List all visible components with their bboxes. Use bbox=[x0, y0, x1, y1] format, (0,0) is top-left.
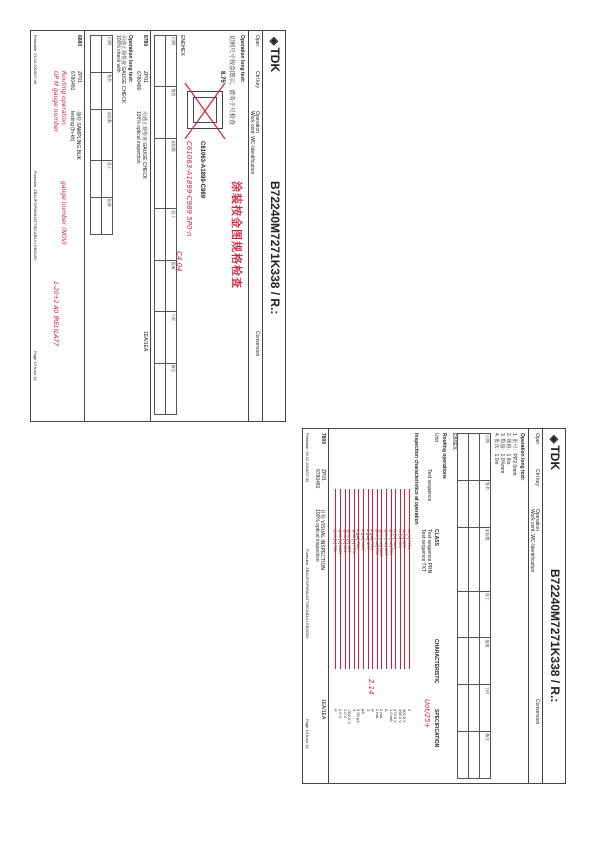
header-conversion: Conversion bbox=[534, 699, 540, 725]
lot-line-2: 2. 规格：1.6in bbox=[505, 433, 511, 465]
op-gauge-title: 用通止规检查 GAUGE CHECK bbox=[141, 111, 147, 180]
spec-row-value: 400.0 V bbox=[402, 709, 408, 723]
grid-label: 实际数 bbox=[102, 110, 113, 161]
page-header bbox=[262, 31, 285, 421]
op-name: 目检 VISUAL INSPECTION bbox=[319, 509, 325, 570]
header-operation: Operation bbox=[254, 111, 260, 133]
header-conversion: Conversion bbox=[254, 331, 260, 357]
grid-label: 工时 bbox=[480, 685, 491, 732]
page-13-content bbox=[31, 31, 285, 421]
header-ctrl-key: Ctrl.key bbox=[534, 469, 540, 486]
op-number: 6780 bbox=[142, 35, 148, 47]
op2-code: 6780481 bbox=[69, 71, 75, 91]
op-long-text: Operation long text: bbox=[127, 35, 133, 83]
lot-line-3: 3. 数量：1.0%mm bbox=[499, 433, 505, 474]
spec-row-value: 2.0 V bbox=[338, 709, 343, 719]
handwritten-note-3: gauge number (NOV) bbox=[60, 181, 67, 246]
printdate: Printdate: 26.10.2016/07:49 bbox=[305, 433, 310, 483]
red-strike-line bbox=[363, 489, 364, 669]
op-number: 7800 bbox=[320, 433, 326, 445]
tdk-logo: ◈TDK bbox=[548, 435, 562, 471]
grid-label: 工时 bbox=[166, 312, 177, 363]
grid-label: 备注 bbox=[166, 363, 177, 414]
op2-name: 抽检 SAMPLING BUK bbox=[75, 111, 81, 160]
spec-row-class: Ik [µA] TOL bbox=[356, 529, 362, 550]
document-title: B72240M7271K338 / R.: bbox=[268, 181, 282, 315]
op-pct: 100% optical inspection bbox=[135, 111, 141, 164]
handwritten-note-1: Routing operation bbox=[60, 71, 67, 125]
formular: Formular: ZBAUFGPMML/ATT/ECAB14 / EB3/100 bbox=[33, 171, 38, 261]
page-header bbox=[542, 429, 565, 783]
grid-label: 签名 bbox=[102, 73, 113, 110]
part-code: C61063-A1899-C989 bbox=[199, 141, 205, 199]
grid-label: 返工 bbox=[480, 591, 491, 638]
op-long-text-3: 100% check with bbox=[115, 35, 121, 73]
grid-label: 实际数 bbox=[480, 527, 491, 591]
op-zp: ZP01 bbox=[142, 71, 148, 83]
grid-label: 返工 bbox=[166, 209, 177, 260]
header-work-center: Work cent. WC-Identification bbox=[249, 111, 255, 175]
page-14-content bbox=[303, 429, 565, 783]
spec-row-value: 5.00 µA bbox=[356, 709, 362, 723]
grid-label: 实际数 bbox=[166, 138, 177, 208]
spec-row-class: @Uk [V] MAX bbox=[338, 529, 343, 554]
op-code: 6780481 bbox=[314, 469, 320, 489]
spec-row-class: @Uk [V] MIN bbox=[342, 529, 348, 553]
handwritten-note-2: UP M gauge number bbox=[52, 71, 59, 133]
op-zp: ZP01 bbox=[320, 469, 326, 481]
spec-row-class: @Uk [V] SRT bbox=[347, 529, 353, 553]
spec-row-class: @Ur [mA] MAX bbox=[379, 529, 385, 557]
cn-instruction: 切割尺寸按金图示，请务于尺检查 bbox=[228, 35, 234, 126]
spec-row-class: Ur [V] MAX bbox=[393, 529, 399, 550]
spec-row-value: 3 bbox=[407, 709, 412, 712]
unit-label: Unit bbox=[433, 433, 439, 442]
spec-row-value: 3 bbox=[365, 709, 371, 712]
spec-row-value: 1.0 mA bbox=[388, 709, 394, 722]
grid-label: 签名 bbox=[480, 480, 491, 527]
grid-label: 报废 bbox=[166, 260, 177, 311]
specification-header: SPECIFICATION bbox=[433, 709, 439, 748]
test-sequence: Test sequence bbox=[426, 469, 432, 502]
spec-row-class: @Ur [mA] SRT bbox=[384, 529, 389, 556]
ebsex-label: EBSEX bbox=[451, 433, 457, 450]
spec-row-value: µA bbox=[361, 709, 366, 714]
spec-row-class: @Ur [mA] TOL bbox=[374, 529, 380, 556]
operation-long-text-label: Operation long text: bbox=[239, 35, 245, 83]
separator bbox=[328, 429, 329, 783]
document-page-13 bbox=[30, 30, 286, 422]
routing-operations: Routing operations bbox=[441, 433, 447, 479]
record-grid bbox=[457, 433, 491, 779]
spec-row-class: Ur [V] PRN bbox=[407, 529, 412, 549]
header-operation: Operation bbox=[534, 509, 540, 531]
spec-row-value: 2 mA bbox=[379, 709, 385, 719]
op-code: 6780480 bbox=[135, 71, 141, 91]
separator bbox=[84, 31, 85, 421]
grid-label: 日期 bbox=[480, 434, 491, 481]
spec-row-value: 2 mA bbox=[374, 709, 380, 719]
spec-row-value: A bbox=[384, 709, 389, 712]
op2-number: 6880 bbox=[76, 35, 82, 47]
op2-text: testing (In-kit) bbox=[69, 111, 75, 142]
op-long-text-2: 用通止规检查 GAUGE CHECK bbox=[120, 35, 126, 104]
spec-row-value: 395.0 V bbox=[397, 709, 403, 723]
column-header-row bbox=[248, 31, 263, 421]
handwritten-number: 2.14 bbox=[367, 679, 375, 695]
test-prn: Test sequence PRN bbox=[426, 529, 432, 574]
document-page-14 bbox=[302, 428, 566, 784]
test-txt: Test sequence TXT bbox=[420, 529, 426, 572]
handwritten-spec: Uot/25+ bbox=[423, 699, 431, 729]
grid-label: 日期 bbox=[166, 36, 177, 87]
header-work-center: Work cent. WC-Identification bbox=[529, 509, 535, 573]
spec-row-value: 4 bbox=[351, 709, 357, 712]
handwritten-part-code: C61063-A1899-C989 5P0-n bbox=[185, 141, 193, 237]
header-ctrl-key: Ctrl.key bbox=[254, 71, 260, 88]
lot-line-1: 1. 批号：PP2.0mm bbox=[511, 433, 517, 476]
inspection-characteristics: Inspection characteristics at operation bbox=[413, 433, 419, 525]
record-grid-1 bbox=[154, 35, 177, 415]
red-strike-line bbox=[409, 489, 410, 669]
column-header-row bbox=[528, 429, 543, 783]
spec-row-class: @Uk [V] TOL bbox=[333, 529, 339, 553]
red-strike-line bbox=[340, 489, 341, 669]
handwritten-note-4: 1-20+2 A0 fRELtLA77 bbox=[52, 281, 59, 347]
operation-long-text-label: Operation long text: bbox=[519, 433, 525, 481]
header-oper: Oper. bbox=[534, 433, 540, 446]
spec-row-class: Ik [µA] PRN bbox=[370, 529, 376, 550]
spec-row-value: -302.0 V bbox=[347, 709, 353, 725]
dimension-label: 8.75 bbox=[219, 71, 225, 83]
conversion-value: 1EA/1EA bbox=[142, 331, 148, 352]
separator bbox=[150, 31, 151, 421]
grid-label: 报废 bbox=[102, 197, 113, 234]
document-title: B72240M7271K338 / R.: bbox=[548, 569, 562, 703]
spec-row-class: Ur [V] MIN bbox=[397, 529, 403, 548]
grid-label: 报废 bbox=[480, 638, 491, 685]
grid-label: 日期 bbox=[102, 36, 113, 73]
class-header: CLASS bbox=[433, 529, 439, 546]
handwritten-c-value: C4.04 bbox=[175, 251, 183, 272]
page-number: Page 14 from 16 bbox=[305, 719, 310, 749]
spec-row-value: P bbox=[333, 709, 339, 712]
spec-row-class: Ik [µA] MAX bbox=[361, 529, 366, 551]
printdate: Printdate: 26.10.2016/07:49 bbox=[33, 35, 38, 85]
characteristic-header: CHARACTERISTIC bbox=[433, 639, 439, 684]
op-pct: 100% optical inspection bbox=[314, 509, 320, 562]
formular: Formular: ZBAUFGPMML/ATT/ECAB14 / EB3/100 bbox=[305, 549, 310, 639]
spec-row-value: P bbox=[370, 709, 376, 712]
lot-line-4: 4. 批次：1.0in bbox=[493, 433, 499, 465]
spec-row-class: Ur [V] SRT bbox=[402, 529, 408, 549]
tdk-logo: ◈TDK bbox=[268, 37, 282, 73]
red-strike-line bbox=[386, 489, 387, 669]
red-cross-mark bbox=[183, 81, 227, 141]
spec-row-class: Ik [µA] SRT bbox=[365, 529, 371, 550]
spec-row-class: @Ur [mA] TOL bbox=[388, 529, 394, 556]
record-grid-2 bbox=[90, 35, 113, 235]
grid-label: 返工 bbox=[102, 160, 113, 197]
op2-zp: ZP01 bbox=[76, 71, 82, 83]
spec-row-value: 2.0 V bbox=[342, 709, 348, 719]
page-number: Page 13 from 16 bbox=[33, 351, 38, 381]
grid-label: 签名 bbox=[166, 87, 177, 138]
spec-row-class: @Uk [V] PRN bbox=[351, 529, 357, 554]
endhex-label: ENDHEX bbox=[179, 35, 185, 56]
grid-label: 备注 bbox=[480, 732, 491, 779]
handwritten-chinese-note: 涂装按金图规格检查 bbox=[230, 181, 242, 289]
conversion-value: 1EA/1EA bbox=[320, 699, 326, 720]
spec-row-value: 472.0 V bbox=[393, 709, 399, 723]
header-oper: Oper. bbox=[254, 35, 260, 48]
